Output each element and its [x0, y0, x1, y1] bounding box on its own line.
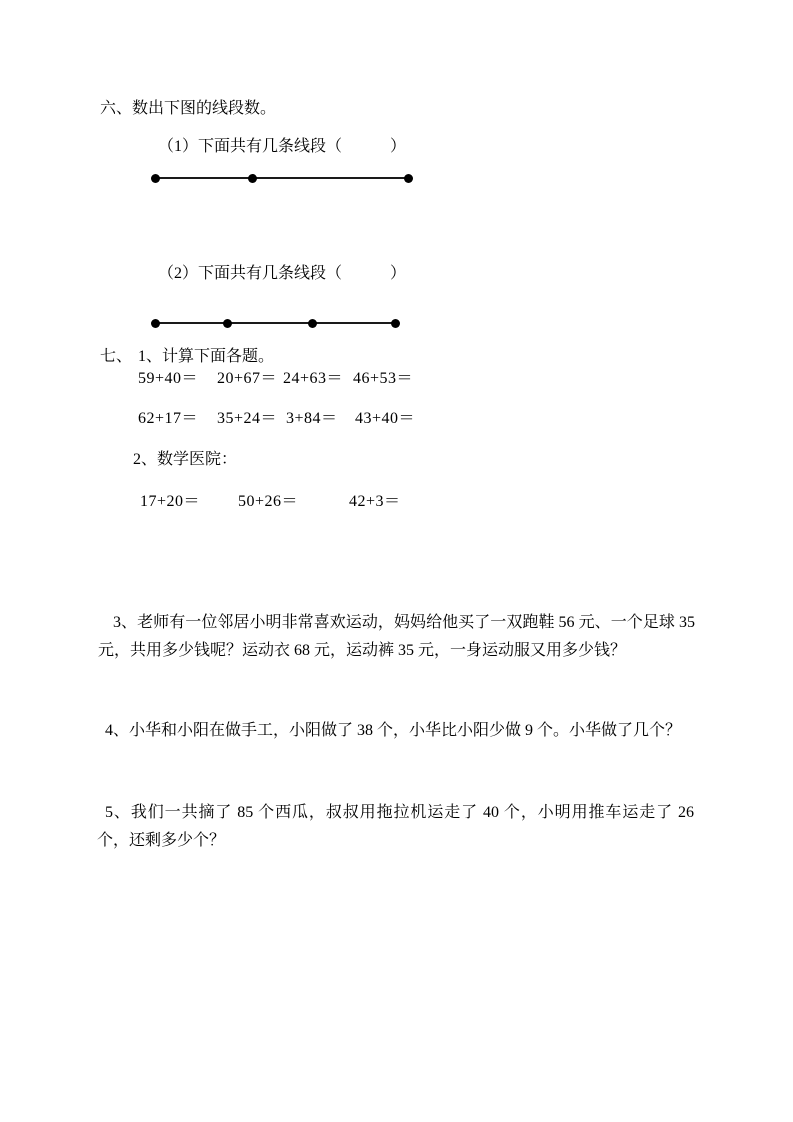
section7-sub2-title: 2、数学医院： — [133, 451, 238, 468]
equation: 50+26＝ — [238, 493, 299, 510]
equation: 59+40＝ — [138, 370, 199, 387]
equation: 42+3＝ — [349, 493, 401, 510]
endpoint-dot — [391, 319, 400, 328]
midpoint-dot — [223, 319, 232, 328]
endpoint-dot — [404, 174, 413, 183]
midpoint-dot — [248, 174, 257, 183]
section6-title: 六、数出下图的线段数。 — [100, 100, 277, 117]
equation: 43+40＝ — [355, 410, 416, 427]
equation: 24+63＝ — [283, 370, 344, 387]
equation: 20+67＝ — [217, 370, 278, 387]
segment-line — [155, 177, 408, 179]
section6-q2-prompt: （2）下面共有几条线段（ ） — [158, 265, 407, 282]
equation: 17+20＝ — [140, 493, 201, 510]
word-problem-5: 5、我们一共摘了 85 个西瓜，叔叔用拖拉机运走了 40 个，小明用推车运走了 26 个，还剩多少个？ — [97, 804, 694, 849]
equation: 62+17＝ — [138, 410, 199, 427]
equation: 46+53＝ — [353, 370, 414, 387]
section7-number: 七、 — [100, 348, 133, 365]
segment-line — [155, 322, 396, 324]
endpoint-dot — [151, 319, 160, 328]
endpoint-dot — [151, 174, 160, 183]
midpoint-dot — [308, 319, 317, 328]
equation: 35+24＝ — [217, 410, 278, 427]
word-problem-4: 4、小华和小阳在做手工，小阳做了 38 个，小华比小阳少做 9 个。小华做了几个？ — [105, 722, 682, 739]
word-problem-3: 3、老师有一位邻居小明非常喜欢运动，妈妈给他买了一双跑鞋 56 元、一个足球 35 元，共用多少钱呢？运动衣 68 元，运动裤 35 元，一身运动服又用多少钱？ — [98, 614, 695, 659]
section7-sub1-title: 1、计算下面各题。 — [138, 348, 275, 365]
equation: 3+84＝ — [286, 410, 338, 427]
section6-q1-prompt: （1）下面共有几条线段（ ） — [158, 138, 407, 155]
